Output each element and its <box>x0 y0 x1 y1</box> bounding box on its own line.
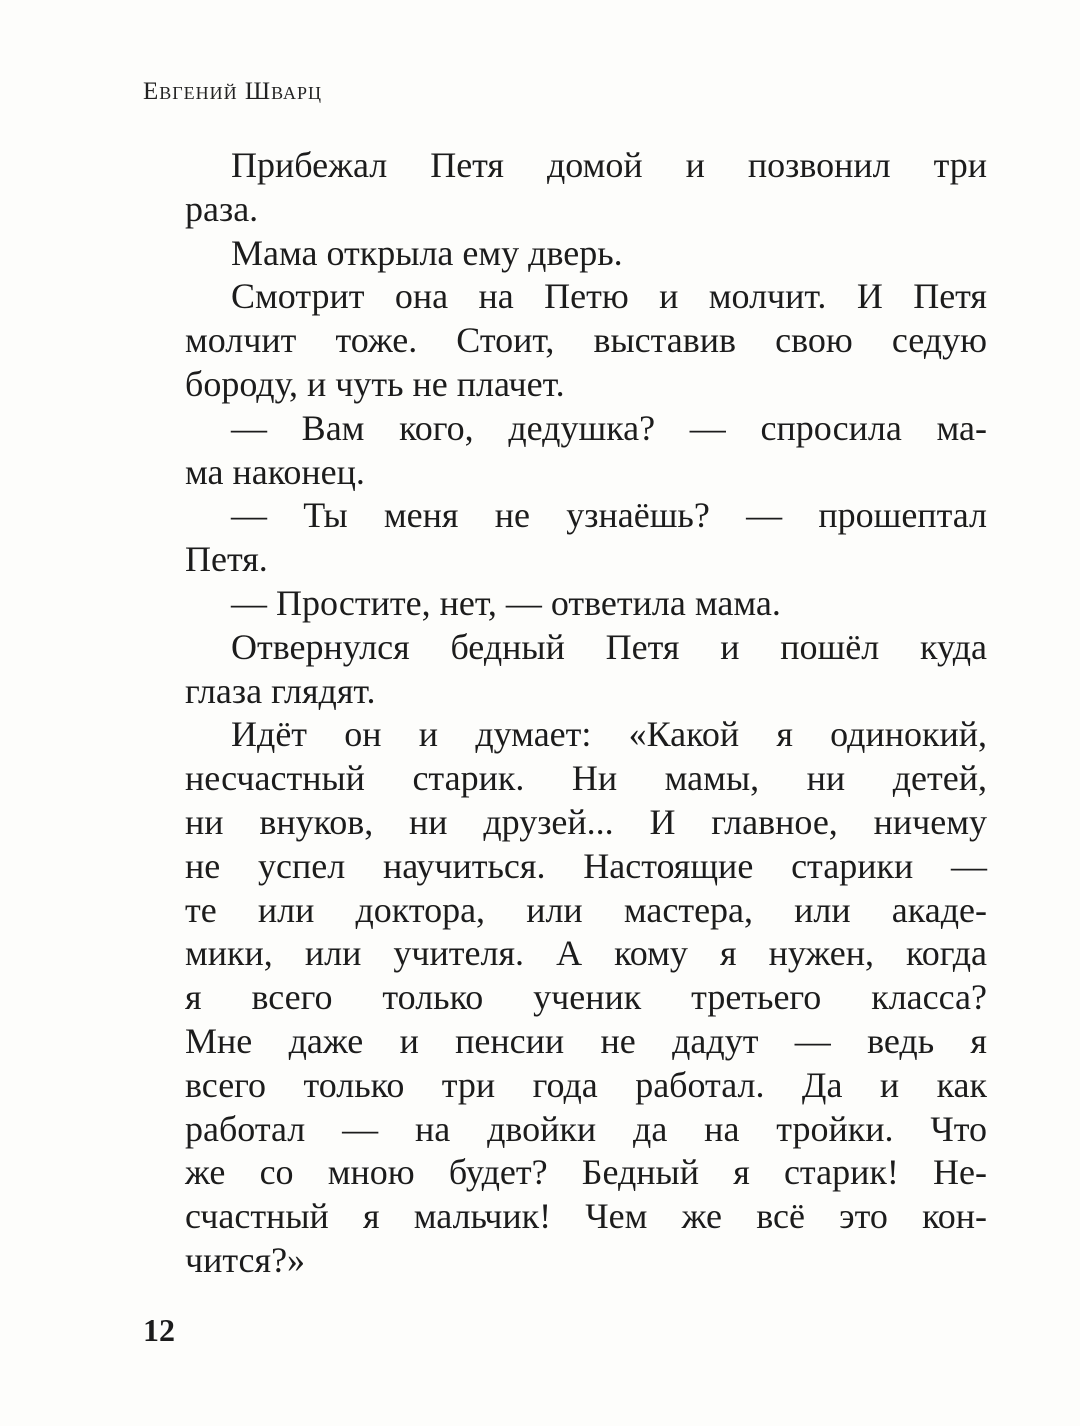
text-line: — Ты меня не узнаёшь? — прошептал <box>231 495 987 536</box>
running-head-author: Евгений Шварц <box>143 78 323 105</box>
text-line: бороду, и чуть не плачет. <box>185 363 565 404</box>
text-line: я всего только ученик третьего класса? <box>185 977 987 1018</box>
text-line: несчастный старик. Ни мамы, ни детей, <box>185 758 987 799</box>
text-line: Петя. <box>185 539 268 580</box>
page-number: 12 <box>143 1312 175 1348</box>
text-line: ма наконец. <box>185 451 365 492</box>
text-line: не успел научиться. Настоящие старики — <box>185 845 987 886</box>
text-line: ни внуков, ни друзей... И главное, ничему <box>185 801 987 842</box>
text-line: глаза глядят. <box>185 670 376 711</box>
text-line: всего только три года работал. Да и как <box>185 1064 987 1105</box>
text-line: Смотрит она на Петю и молчит. И Петя <box>231 276 987 317</box>
text-line: молчит тоже. Стоит, выставив свою седую <box>185 320 987 361</box>
text-line: Мама открыла ему дверь. <box>231 232 623 273</box>
text-line: Идёт он и думает: «Какой я одинокий, <box>231 714 987 755</box>
body-text <box>185 144 987 1283</box>
text-line: счастный я мальчик! Чем же всё это кон- <box>185 1196 987 1237</box>
text-line: Мне даже и пенсии не дадут — ведь я <box>185 1020 987 1061</box>
text-line: раза. <box>185 188 259 229</box>
text-line: же со мною будет? Бедный я старик! Не- <box>185 1152 987 1193</box>
text-line: Прибежал Петя домой и позвонил три <box>231 145 987 185</box>
text-line: работал — на двойки да на тройки. Что <box>185 1108 987 1149</box>
text-line: — Простите, нет, — ответила мама. <box>231 582 781 623</box>
text-line: чится?» <box>185 1239 306 1280</box>
text-line: Отвернулся бедный Петя и пошёл куда <box>231 626 987 667</box>
text-line: мики, или учителя. А кому я нужен, когда <box>185 933 987 974</box>
text-line: те или доктора, или мастера, или акаде- <box>185 889 987 930</box>
text-line: — Вам кого, дедушка? — спросила ма- <box>231 407 987 448</box>
